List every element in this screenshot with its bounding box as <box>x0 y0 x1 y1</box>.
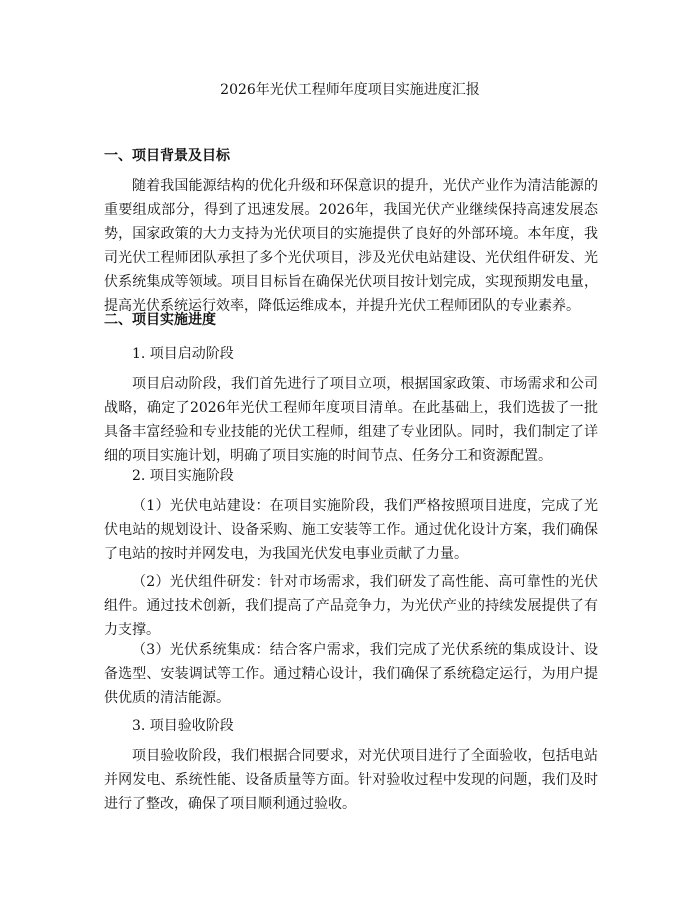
section-heading-background: 一、项目背景及目标 <box>104 148 230 164</box>
startup-paragraph: 项目启动阶段，我们首先进行了项目立项，根据国家政策、市场需求和公司战略，确定了2026年光伏工程师年度项目清单。在此基础上，我们选拔了一批具备丰富经验和专业技能的光伏工程师，组建了专业团队。同时，我们制定了详细的项目实施计划，明确了项目实施的时间节点、任务分工和资源配置。 <box>104 376 598 464</box>
item-power-station: （1）光伏电站建设：在项目实施阶段，我们严格按照项目进度，完成了光伏电站的规划设计、设备采购、施工安装等工作。通过优化设计方案，我们确保了电站的按时并网发电，为我国光伏发电事业贡献了力量。 <box>104 498 598 562</box>
item-module-rd: （2）光伏组件研发：针对市场需求，我们研发了高性能、高可靠性的光伏组件。通过技术创新，我们提高了产品竞争力，为光伏产业的持续发展提供了有力支撑。 <box>104 574 598 638</box>
stage-title-implementation: 2. 项目实施阶段 <box>132 468 234 484</box>
stage-title-acceptance: 3. 项目验收阶段 <box>132 718 234 734</box>
section-heading-progress: 二、项目实施进度 <box>104 312 216 328</box>
acceptance-paragraph: 项目验收阶段，我们根据合同要求，对光伏项目进行了全面验收，包括电站并网发电、系统性能、设备质量等方面。针对验收过程中发现的问题，我们及时进行了整改，确保了项目顺利通过验收。 <box>104 748 598 812</box>
stage-title-startup: 1. 项目启动阶段 <box>132 346 234 362</box>
background-paragraph: 随着我国能源结构的优化升级和环保意识的提升，光伏产业作为清洁能源的重要组成部分，得到了迅速发展。2026年，我国光伏产业继续保持高速发展态势，国家政策的大力支持为光伏项目的实施提供了良好的外部环境。本年度，我司光伏工程师团队承担了多个光伏项目，涉及光伏电站建设、光伏组件研发、光伏系统集成等领域。项目目标旨在确保光伏项目按计划完成，实现预期发电量，提高光伏系统运行效率，降低运维成本，并提升光伏工程师团队的专业素养。 <box>104 178 598 314</box>
item-system-integration: （3）光伏系统集成：结合客户需求，我们完成了光伏系统的集成设计、设备选型、安装调试等工作。通过精心设计，我们确保了系统稳定运行，为用户提供优质的清洁能源。 <box>104 642 598 706</box>
document-title: 2026年光伏工程师年度项目实施进度汇报 <box>220 82 480 98</box>
